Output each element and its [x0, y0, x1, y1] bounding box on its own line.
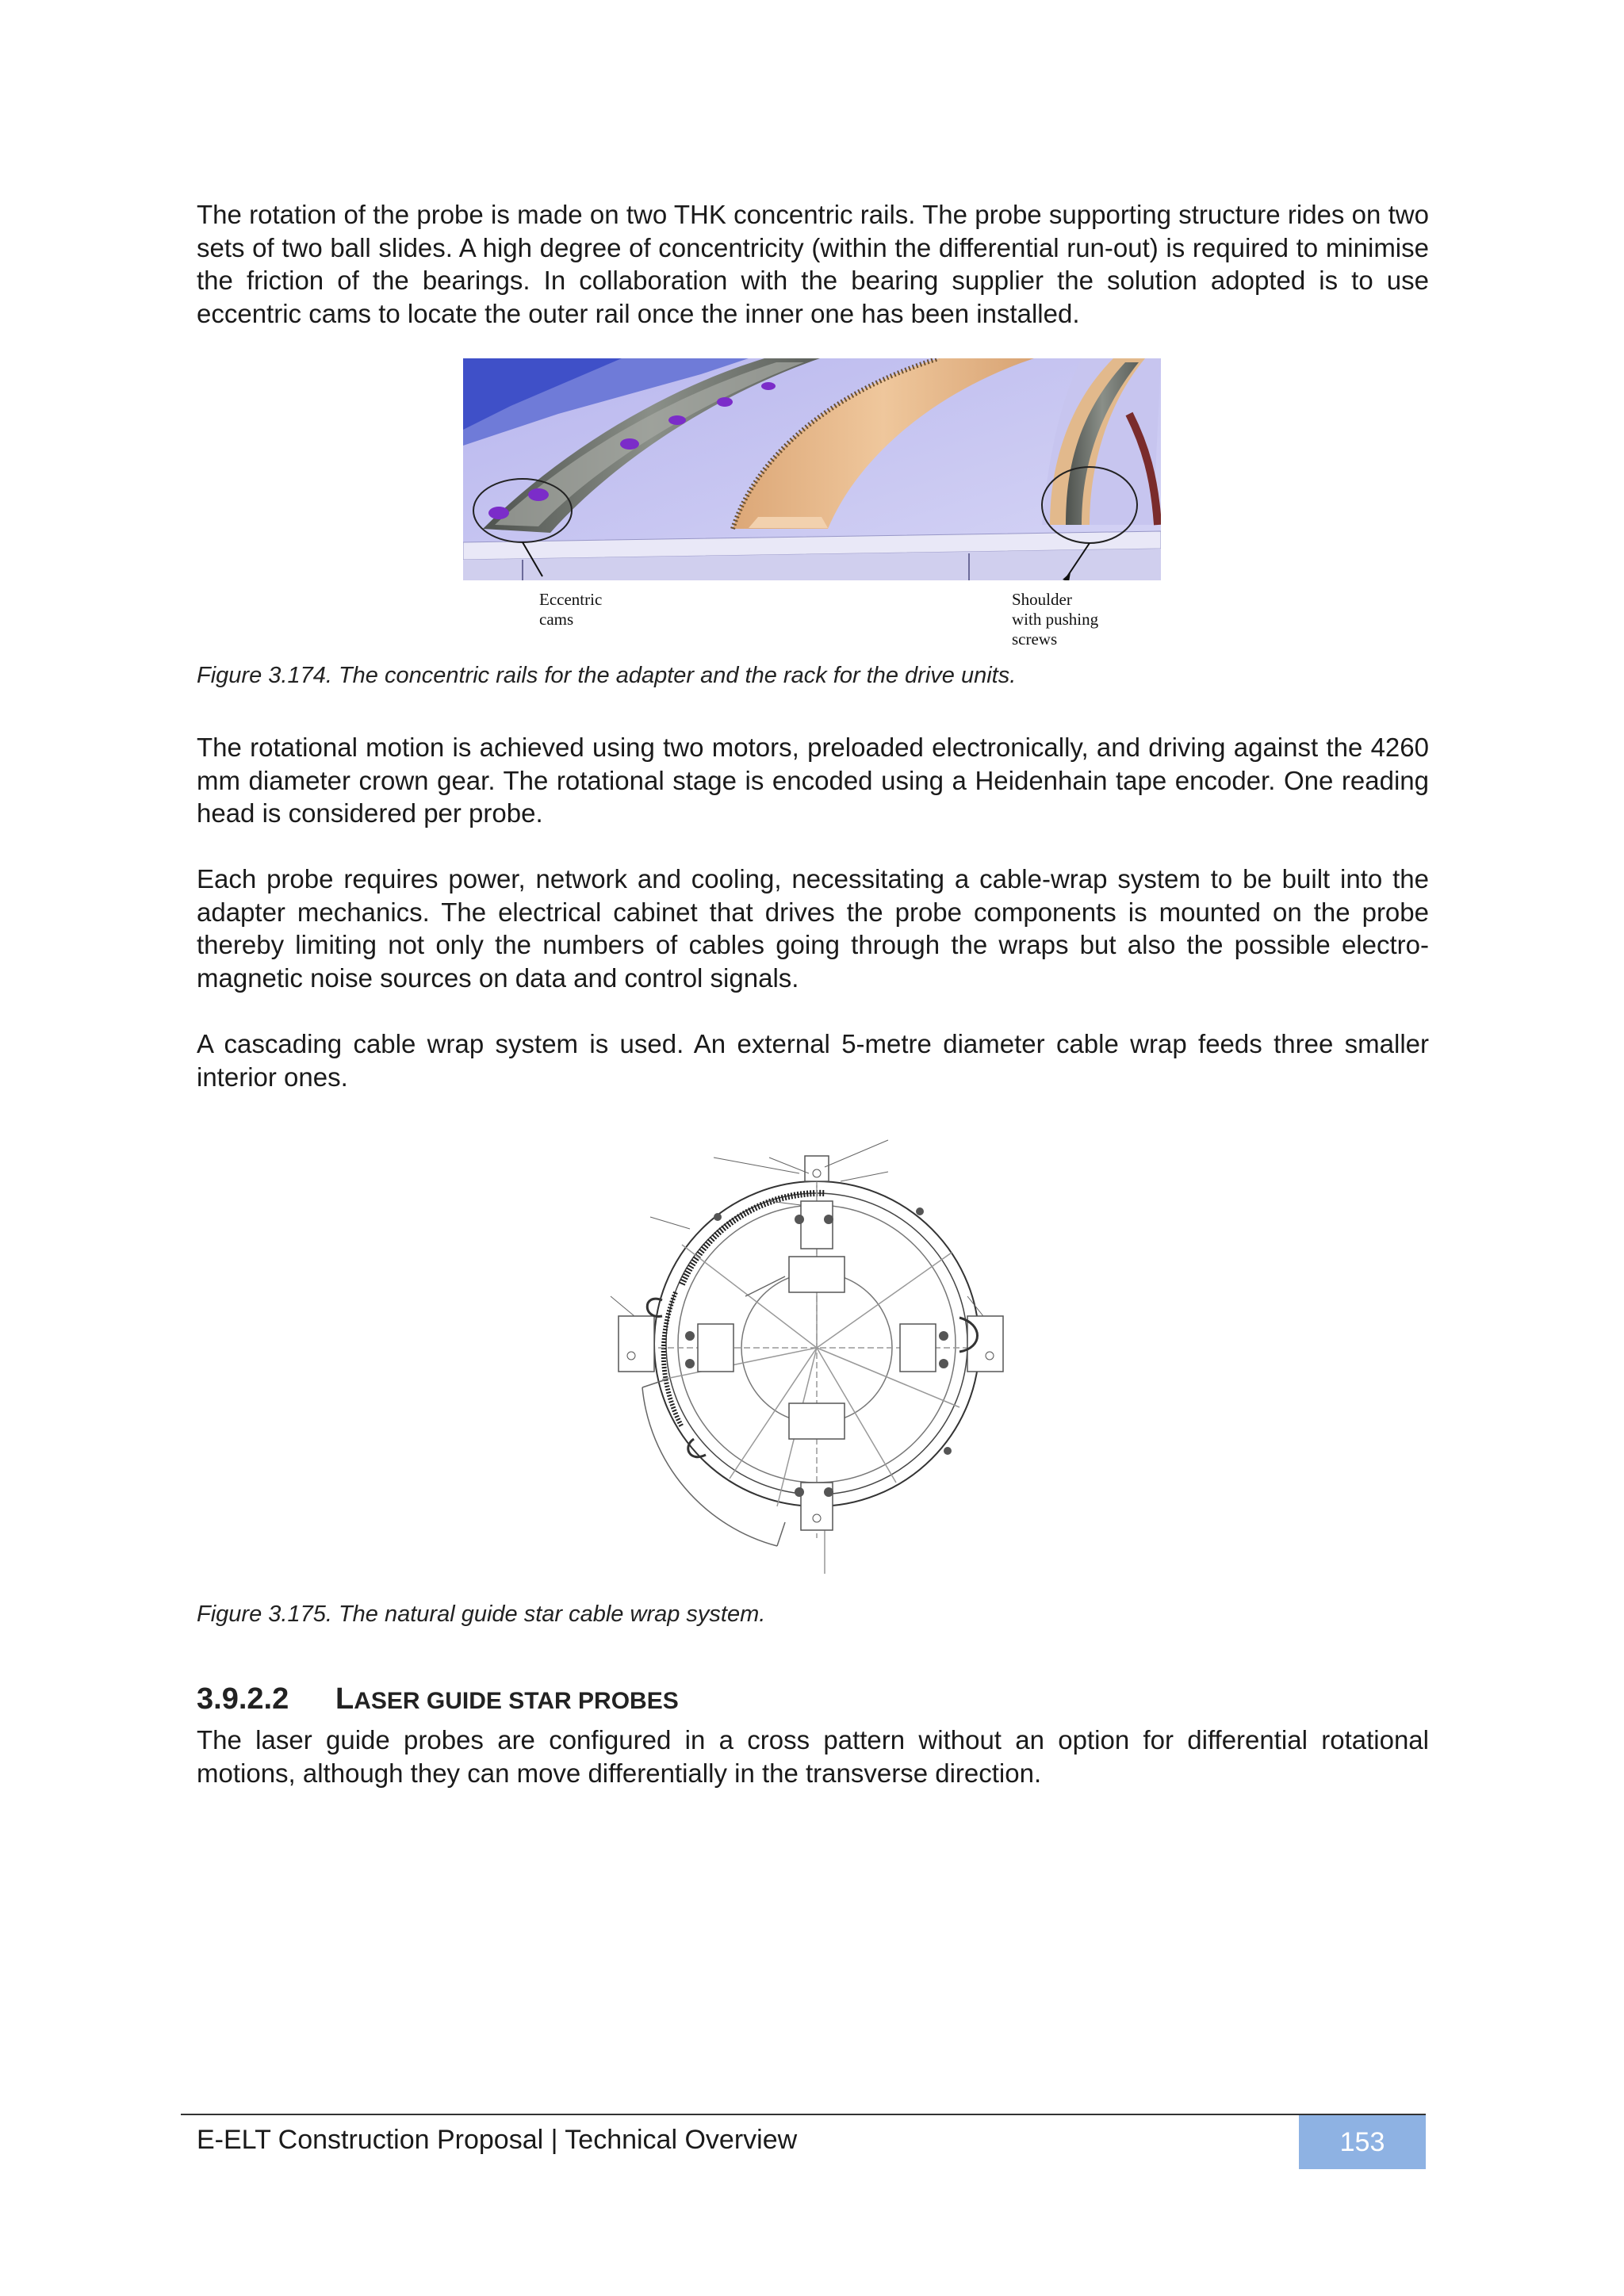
page-number: 153 [1339, 2126, 1385, 2157]
page-number-badge [1299, 2115, 1426, 2169]
section-heading [197, 1682, 679, 1716]
section-title-initial: L [335, 1682, 354, 1716]
label-eccentric-cams: Eccentric cams [539, 590, 603, 629]
footer-title: E-ELT Construction Proposal | Technical Overview [197, 2125, 798, 2155]
paragraph-laser-guide-probes: The laser guide probes are configured in a cross pattern without an option for differential rotational motions, although they can move differentially in the transverse direction. [197, 1725, 1429, 1788]
section-title-rest: ASER GUIDE STAR PROBES [354, 1688, 679, 1714]
paragraph-rail-rotation: The rotation of the probe is made on two THK concentric rails. The probe supporting structure rides on two sets of two ball slides. A high degree of concentricity (within the differential run-out) is required to minimise the friction of the bearings. In collaboration with the bearing supplier the solution adopted is to use eccentric cams to locate the outer rail once the inner one has been installed. [197, 200, 1429, 328]
paragraph-cable-wrap-need: Each probe requires power, network and cooling, necessitating a cable-wrap system to be built into the adapter mechanics. The electrical cabinet that drives the probe components is mounted on the probe thereby limiting not only the numbers of cables going through the wraps but also the possible electro-magnetic noise sources on data and control signals. [197, 864, 1429, 993]
cable-wrap-diagram-image [587, 1126, 1047, 1594]
section-number: 3.9.2.2 [197, 1682, 289, 1716]
rails-render-image [463, 358, 1161, 580]
figure-caption-3-174: Figure 3.174. The concentric rails for the adapter and the rack for the drive units. [197, 663, 1017, 688]
paragraph-cascading-wrap: A cascading cable wrap system is used. An external 5-metre diameter cable wrap feeds three smaller interior ones. [197, 1029, 1429, 1092]
footer-divider [181, 2114, 1426, 2115]
label-shoulder-screws: Shoulder with pushing screws [1012, 590, 1099, 649]
figure-cable-wrap-drawing [587, 1126, 1047, 1594]
paragraph-rotational-motion: The rotational motion is achieved using two motors, preloaded electronically, and driving against the 4260 mm diameter crown gear. The rotational stage is encoded using a Heidenhain tape encoder. One reading head is considered per probe. [197, 733, 1429, 828]
figure-concentric-rails [463, 358, 1161, 660]
figure-caption-3-175: Figure 3.175. The natural guide star cable wrap system. [197, 1601, 766, 1627]
